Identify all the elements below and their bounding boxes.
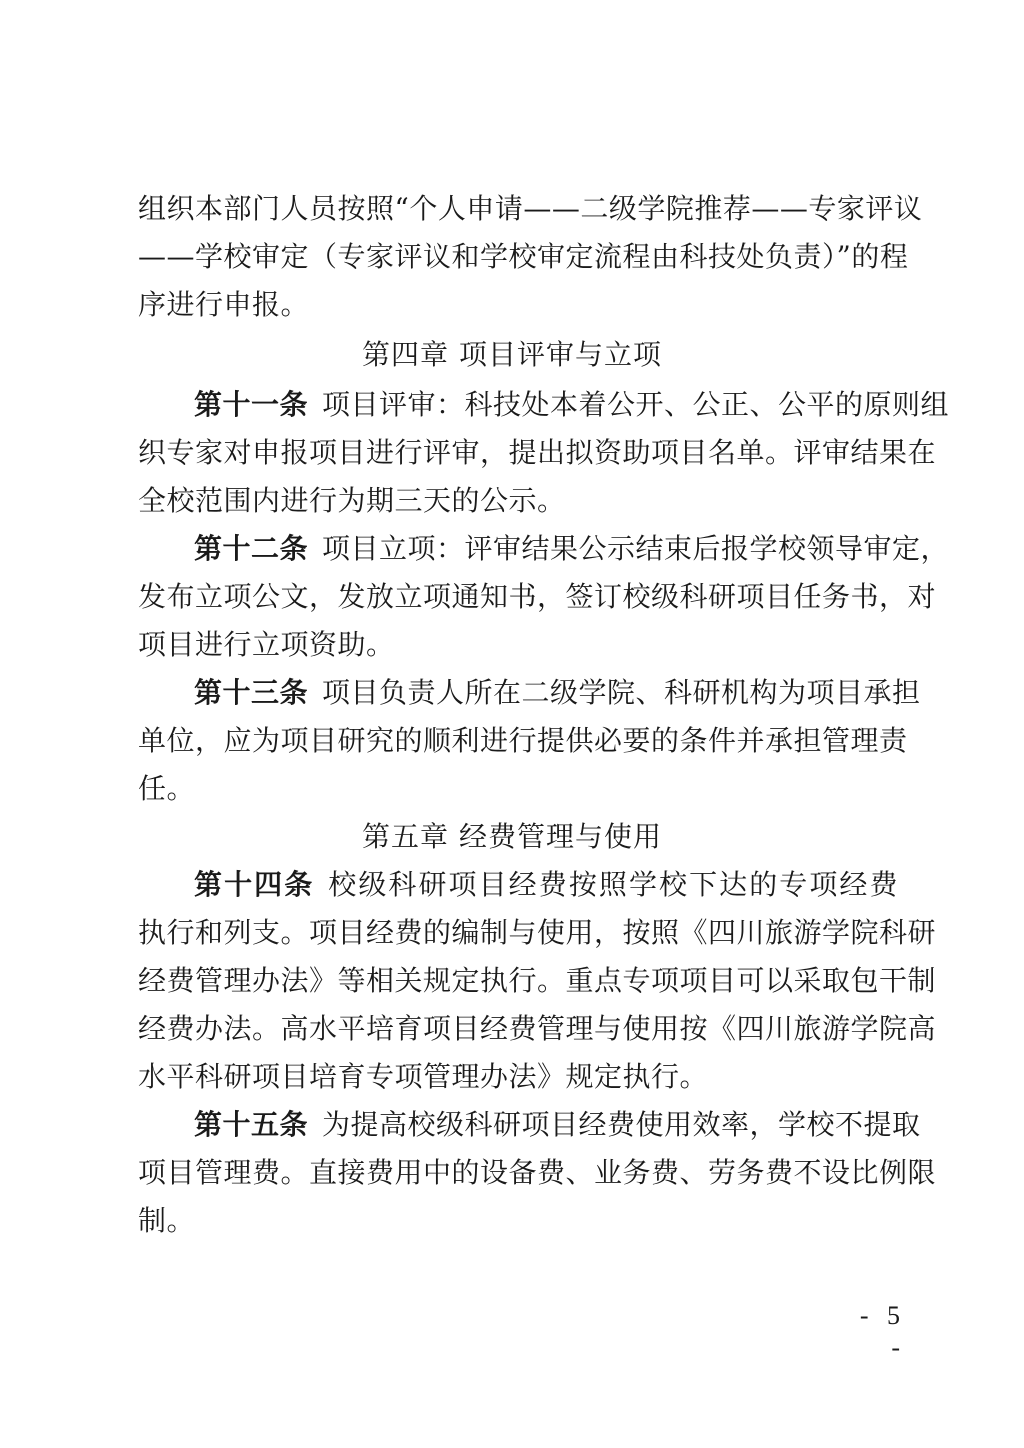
- article-13-line-2: 单位，应为项目研究的顺利进行提供必要的条件并承担管理责: [138, 724, 908, 757]
- page-number: - 5 -: [859, 1301, 906, 1362]
- article-13-line-1: [194, 676, 921, 710]
- article-14-label: 第十四条: [194, 868, 315, 901]
- article-14-text-1: 校级科研项目经费按照学校下达的专项经费: [328, 868, 898, 901]
- article-14-line-3: 经费管理办法》等相关规定执行。重点专项项目可以采取包干制: [138, 964, 937, 997]
- chapter-5-heading: 第五章 经费管理与使用: [362, 820, 662, 853]
- article-13-text-1: 项目负责人所在二级学院、科研机构为项目承担: [322, 676, 921, 709]
- article-15-line-1: [194, 1108, 921, 1142]
- continuation-line-2: ——学校审定（专家评议和学校审定流程由科技处负责）”的程: [138, 240, 909, 273]
- article-14-line-5: 水平科研项目培育专项管理办法》规定执行。: [138, 1060, 709, 1093]
- chapter-4-heading: 第四章 项目评审与立项: [362, 338, 662, 371]
- article-15-line-2: 项目管理费。直接费用中的设备费、业务费、劳务费不设比例限: [138, 1156, 937, 1189]
- article-12-text-1: 项目立项：评审结果公示结束后报学校领导审定，: [322, 532, 950, 565]
- article-12-line-1: [194, 532, 950, 566]
- article-12-line-2: 发布立项公文，发放立项通知书，签订校级科研项目任务书，对: [138, 580, 937, 613]
- continuation-line-3: 序进行申报。: [138, 288, 310, 321]
- article-11-label: 第十一条: [194, 388, 309, 421]
- continuation-line-1: 组织本部门人员按照“个人申请——二级学院推荐——专家评议: [138, 192, 923, 225]
- article-13-line-3: 任。: [138, 772, 196, 805]
- article-11-line-3: 全校范围内进行为期三天的公示。: [138, 484, 566, 517]
- article-12-label: 第十二条: [194, 532, 309, 565]
- article-14-line-2: 执行和列支。项目经费的编制与使用，按照《四川旅游学院科研: [138, 916, 937, 949]
- article-11-text-1: 项目评审：科技处本着公开、公正、公平的原则组: [322, 388, 950, 421]
- article-13-label: 第十三条: [194, 676, 309, 709]
- article-15-line-3: 制。: [138, 1204, 196, 1237]
- article-15-label: 第十五条: [194, 1108, 309, 1141]
- article-14-line-1: [194, 868, 898, 902]
- article-14-line-4: 经费办法。高水平培育项目经费管理与使用按《四川旅游学院高: [138, 1012, 937, 1045]
- article-11-line-2: 织专家对申报项目进行评审，提出拟资助项目名单。评审结果在: [138, 436, 937, 469]
- article-15-text-1: 为提高校级科研项目经费使用效率，学校不提取: [322, 1108, 921, 1141]
- article-11-line-1: [194, 388, 950, 422]
- article-12-line-3: 项目进行立项资助。: [138, 628, 395, 661]
